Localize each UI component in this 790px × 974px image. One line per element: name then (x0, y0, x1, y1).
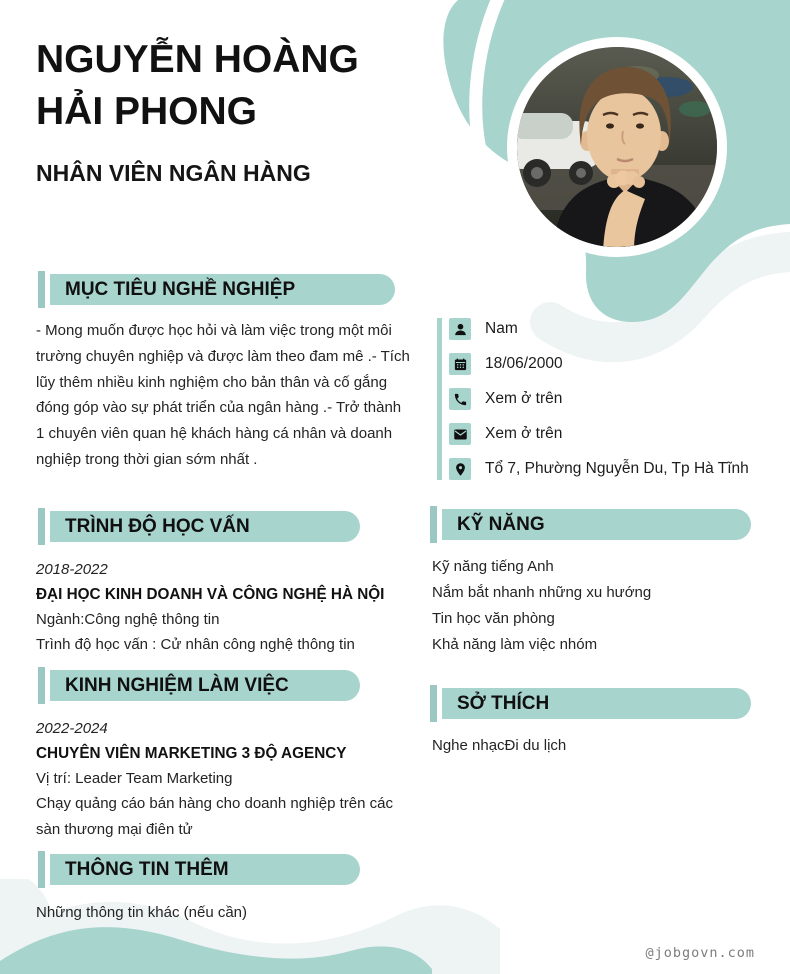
additional-body: Những thông tin khác (nếu cần) (36, 904, 248, 921)
location-icon (449, 458, 471, 480)
section-title-experience: KINH NGHIỆM LÀM VIỆC (50, 670, 360, 701)
contact-block (437, 318, 753, 480)
contact-birthdate: 18/06/2000 (485, 355, 563, 372)
skills-list (432, 554, 754, 658)
section-title-additional: THÔNG TIN THÊM (50, 854, 360, 885)
experience-description: Chạy quảng cáo bán hàng cho doanh nghiệp trên các sàn thương mại điên tử (36, 795, 393, 838)
education-school: ĐẠI HỌC KINH DOANH VÀ CÔNG NGHỆ HÀ NỘI (36, 586, 385, 603)
section-title-objective: MỤC TIÊU NGHỀ NGHIỆP (50, 274, 395, 305)
candidate-name-line2: HẢI PHONG (36, 90, 258, 133)
section-title-skills: KỸ NĂNG (442, 509, 751, 540)
contact-row-gender (449, 318, 753, 340)
section-header-hobbies (430, 685, 751, 722)
contact-email: Xem ở trên (485, 425, 563, 442)
skill-item: Tin học văn phòng (432, 610, 555, 627)
watermark: @jobgovn.com (645, 945, 755, 961)
header-accent-bar (38, 667, 45, 704)
calendar-icon (449, 353, 471, 375)
experience-company: CHUYÊN VIÊN MARKETING 3 ĐỘ AGENCY (36, 745, 347, 762)
education-degree: Trình độ học vấn : Cử nhân công nghệ thông tin (36, 636, 355, 653)
contact-address: Tổ 7, Phường Nguyễn Du, Tp Hà Tĩnh (485, 460, 749, 477)
header-accent-bar (38, 271, 45, 308)
candidate-name (36, 34, 456, 138)
section-header-experience (38, 667, 360, 704)
section-title-education: TRÌNH ĐỘ HỌC VẤN (50, 511, 360, 542)
hobbies-body: Nghe nhạcĐi du lịch (432, 737, 567, 754)
phone-icon (449, 388, 471, 410)
header-accent-bar (430, 685, 437, 722)
header-accent-bar (38, 851, 45, 888)
section-header-additional (38, 851, 360, 888)
education-period: 2018-2022 (36, 561, 108, 578)
experience-entry (36, 716, 414, 843)
objective-body: - Mong muốn được học hỏi và làm việc trong một môi trường chuyên nghiệp và được làm theo đam mê .- Tích lũy thêm nhiều kinh nghiệm cho bản thân và cố gắng đóng góp vào sự phát triển của ngân hàng .- Trở thành 1 chuyên viên quan hệ khách hàng cá nhân và doanh nghiệp trong thời gian sớm nhất . (36, 322, 410, 468)
profile-photo (507, 37, 727, 257)
section-header-education (38, 508, 360, 545)
skill-item: Khả năng làm việc nhóm (432, 636, 598, 653)
section-header-skills (430, 506, 751, 543)
candidate-name-line1: NGUYỄN HOÀNG (36, 38, 359, 81)
skill-item: Kỹ năng tiếng Anh (432, 558, 554, 575)
header-accent-bar (38, 508, 45, 545)
name-block (36, 34, 456, 187)
experience-period: 2022-2024 (36, 720, 108, 737)
contact-row-phone (449, 388, 753, 410)
contact-row-address (449, 458, 753, 480)
section-title-hobbies: SỞ THÍCH (442, 688, 751, 719)
contact-row-email (449, 423, 753, 445)
experience-position: Vị trí: Leader Team Marketing (36, 770, 233, 787)
header-accent-bar (430, 506, 437, 543)
job-title: NHÂN VIÊN NGÂN HÀNG (36, 160, 311, 186)
contact-row-birthdate (449, 353, 753, 375)
bottom-left-wave-decoration (0, 879, 500, 974)
section-header-objective (38, 271, 395, 308)
education-major: Ngành:Công nghệ thông tin (36, 611, 220, 628)
education-entry (36, 557, 412, 657)
contact-phone: Xem ở trên (485, 390, 563, 407)
person-icon (449, 318, 471, 340)
contact-gender: Nam (485, 320, 518, 337)
skill-item: Nắm bắt nhanh những xu hướng (432, 584, 652, 601)
profile-photo-illustration (517, 47, 717, 247)
envelope-icon (449, 423, 471, 445)
